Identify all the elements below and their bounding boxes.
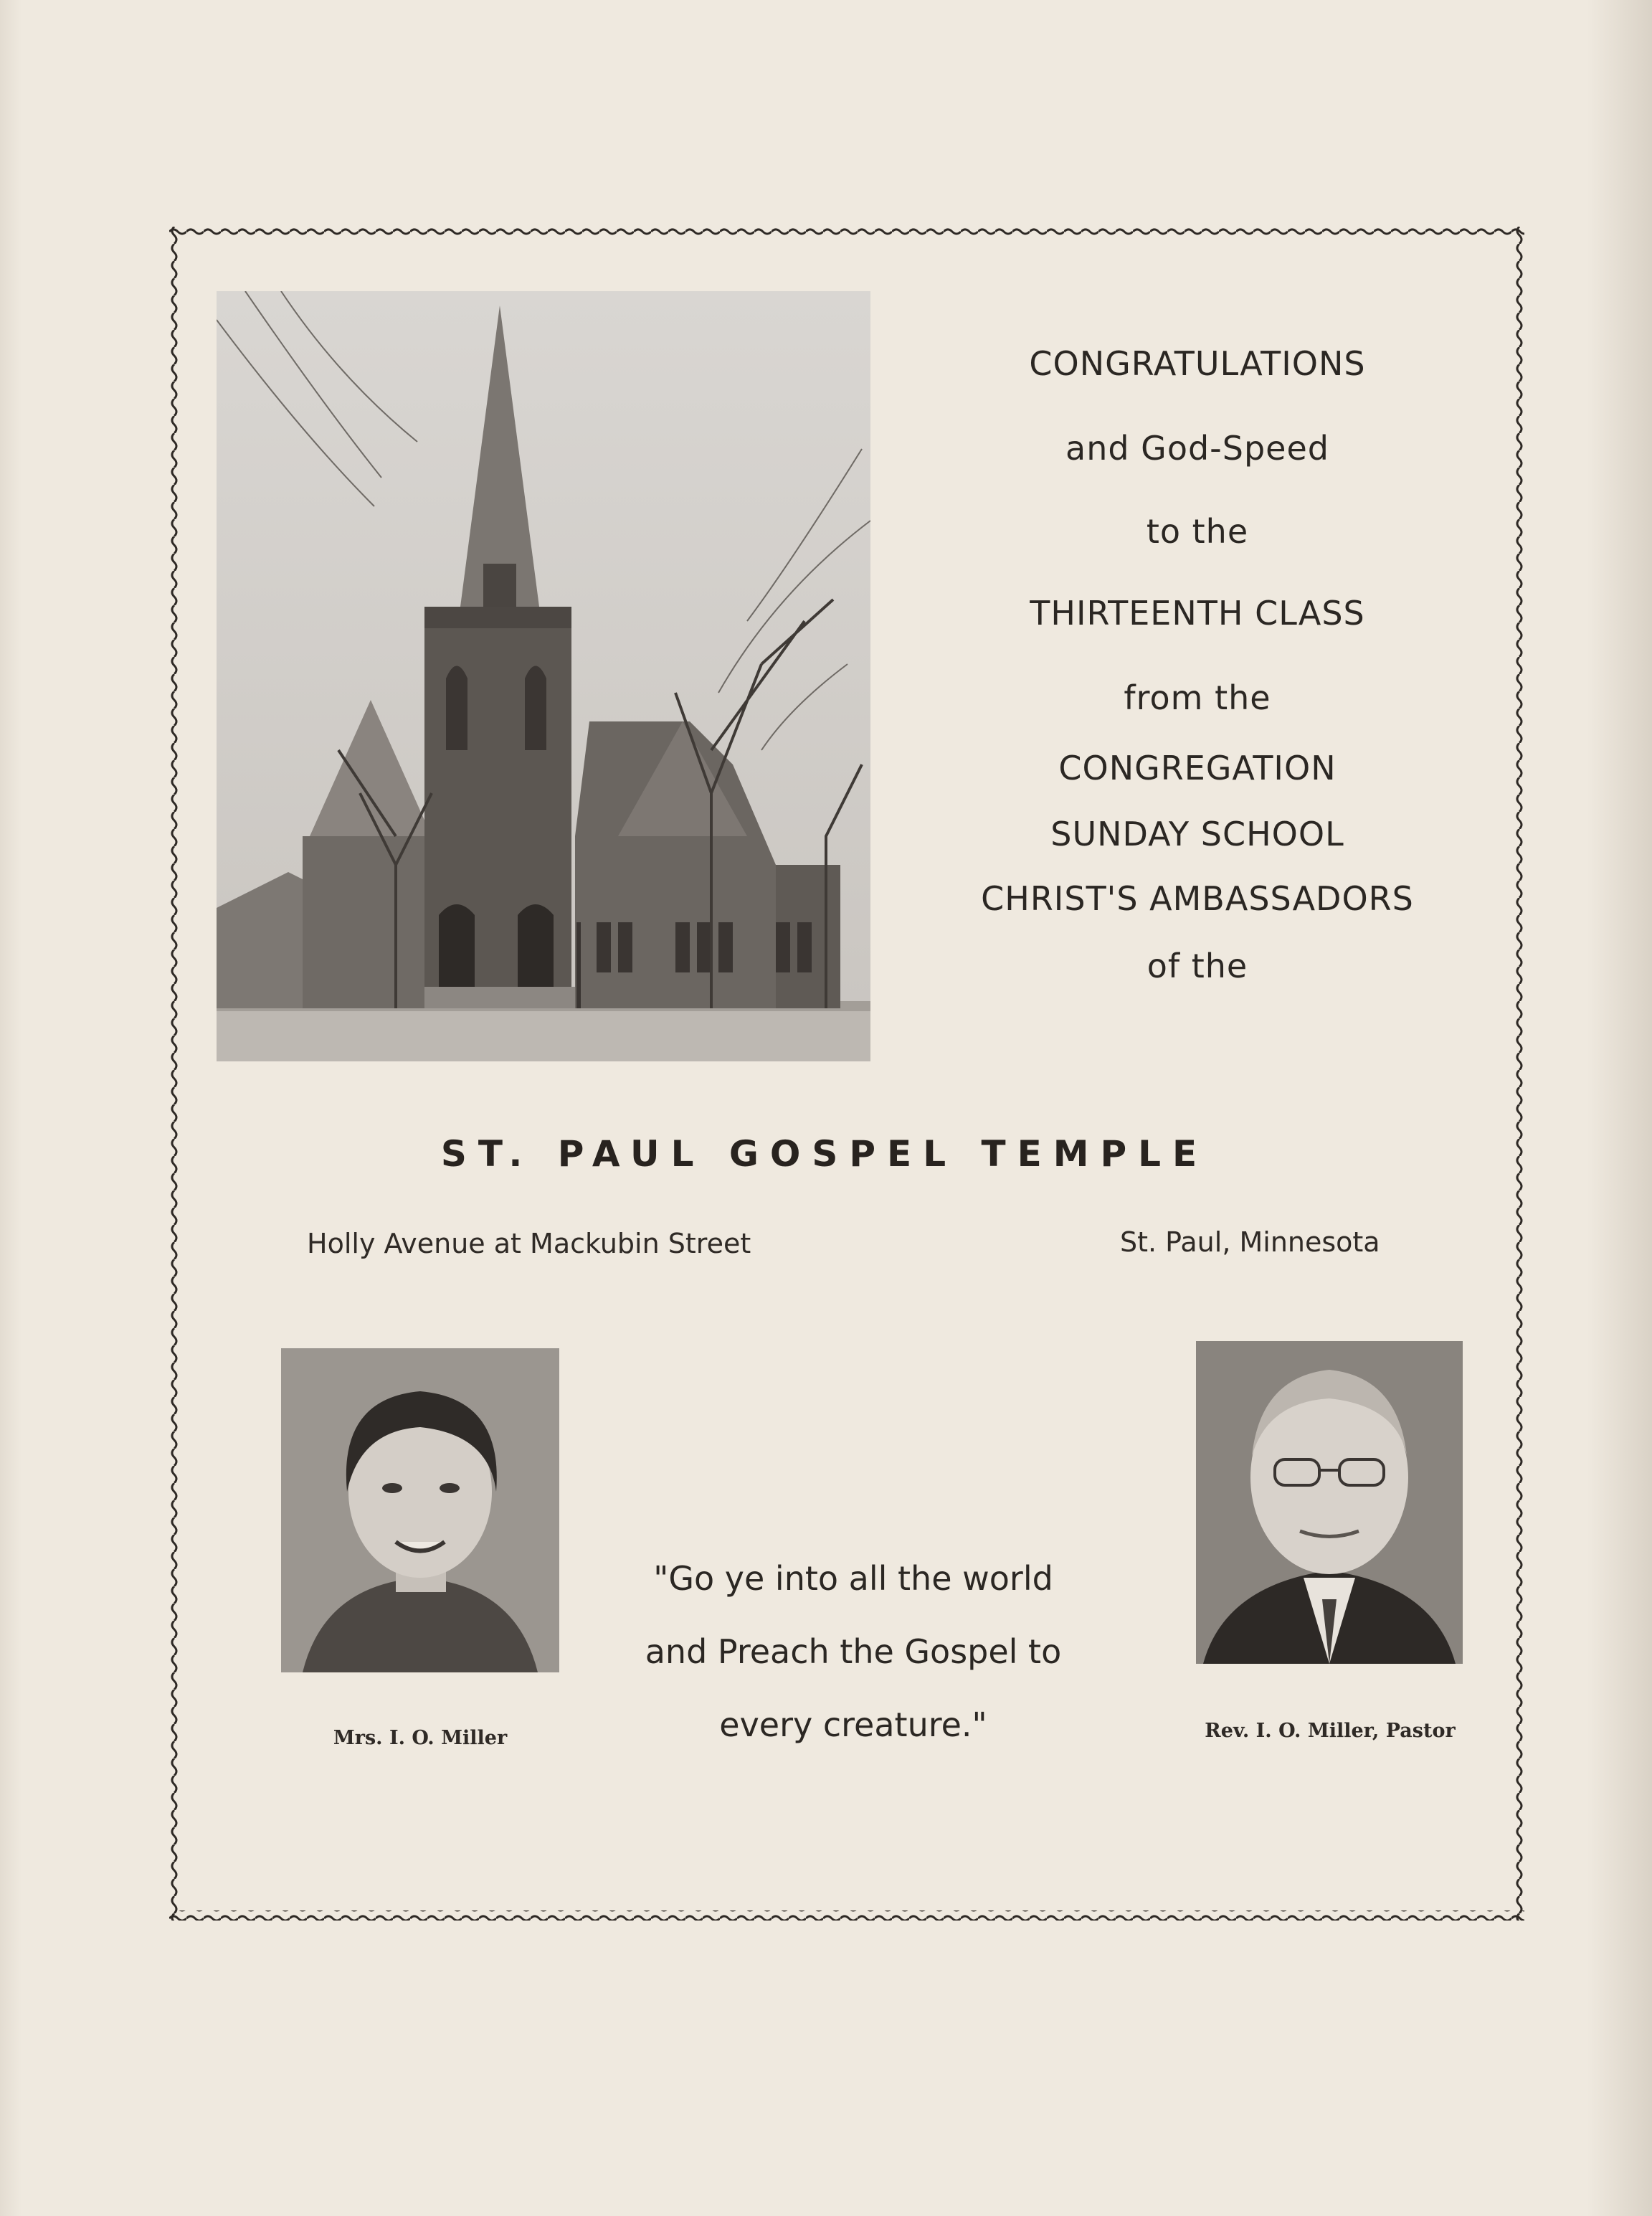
scripture-quote bbox=[602, 1542, 1104, 1761]
greeting-line-5: from the bbox=[1124, 678, 1271, 717]
greeting-line-1: CONGRATULATIONS bbox=[1029, 344, 1366, 383]
caption-rev-miller: Rev. I. O. Miller, Pastor bbox=[1205, 1720, 1456, 1742]
church-name: ST. PAUL GOSPEL TEMPLE bbox=[440, 1133, 1209, 1175]
greeting-line-4: THIRTEENTH CLASS bbox=[1030, 594, 1365, 633]
greeting-line-6: CONGREGATION bbox=[1058, 749, 1337, 787]
greeting-line-3: to the bbox=[1146, 512, 1249, 551]
church-address: Holly Avenue at Mackubin Street bbox=[307, 1228, 751, 1259]
page-edge-shadow-right bbox=[1587, 0, 1652, 2216]
greeting-line-7: SUNDAY SCHOOL bbox=[1050, 815, 1344, 853]
greeting-line-9: of the bbox=[1147, 947, 1248, 985]
greeting-line-8: CHRIST'S AMBASSADORS bbox=[981, 879, 1414, 918]
church-photo bbox=[217, 291, 870, 1061]
quote-line-2: and Preach the Gospel to bbox=[645, 1632, 1062, 1671]
portrait-rev-miller bbox=[1196, 1341, 1463, 1664]
church-city: St. Paul, Minnesota bbox=[1120, 1226, 1380, 1258]
portrait-mrs-miller bbox=[281, 1348, 559, 1672]
caption-mrs-miller: Mrs. I. O. Miller bbox=[333, 1727, 508, 1749]
greeting-line-2: and God-Speed bbox=[1065, 429, 1329, 468]
page-edge-shadow-left bbox=[0, 0, 22, 2216]
quote-line-1: "Go ye into all the world bbox=[653, 1559, 1053, 1598]
quote-line-3: every creature." bbox=[719, 1705, 987, 1744]
